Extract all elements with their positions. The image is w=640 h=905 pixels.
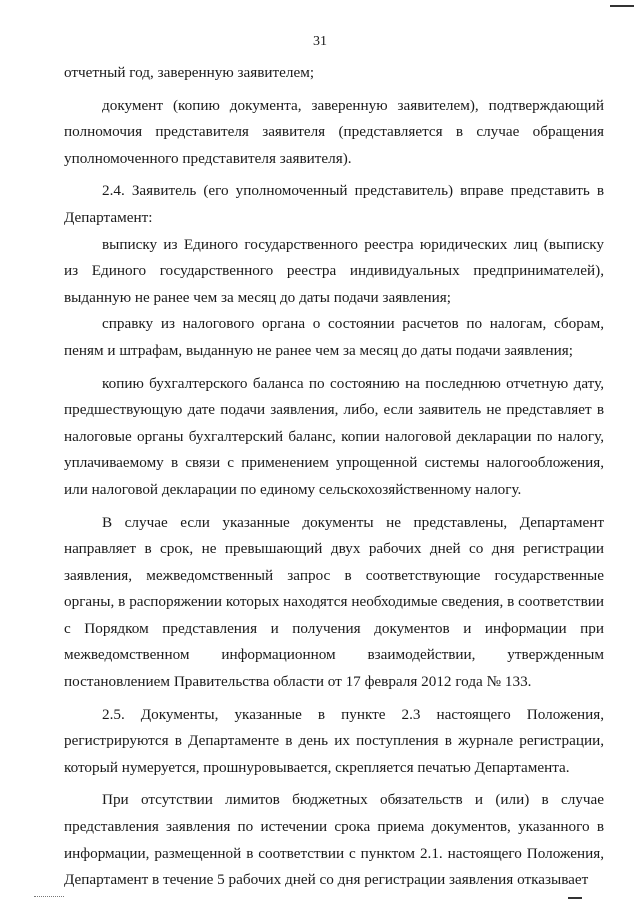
scan-edge-mark [34,894,64,897]
paragraph: При отсутствии лимитов бюджетных обязательств и (или) в случае представления заявления по истечении срока приема документов, указанного в информации, размещенной в соответствии с пунктом 2.1. настоящего Положения, Департамент в течение 5 рабочих дней со дня регистрации заявления отказывает [64,791,604,889]
scan-edge-mark [568,897,582,899]
scan-edge-mark [610,0,634,7]
paragraph: 2.4. Заявитель (его уполномоченный представитель) вправе представить в Департамент: [64,182,604,226]
page-number: 31 [313,34,327,49]
paragraph: отчетный год, заверенную заявителем; [64,64,315,81]
paragraph: В случае если указанные документы не представлены, Департамент направляет в срок, не превышающий двух рабочих дней со дня регистрации заявления, межведомственный запрос в соответствующие государственные органы, в распоряжении которых находятся необходимые сведения, в соответствии с Порядком представления и получения документов и информации при межведомственном информационном взаимодействии, утвержденным постановлением Правительства области от 17 февраля 2012 года № 133. [64,513,604,691]
paragraph: выписку из Единого государственного реестра юридических лиц (выписку из Единого государственного реестра индивидуальных предпринимателей), выданную не ранее чем за месяц до даты подачи заявления; [64,235,604,306]
paragraph: справку из налогового органа о состоянии расчетов по налогам, сборам, пеням и штрафам, выданную не ранее чем за месяц до даты подачи заявления; [64,315,604,359]
paragraph: документ (копию документа, заверенную заявителем), подтверждающий полномочия представителя заявителя (представляется в случае обращения уполномоченного представителя заявителя). [64,96,604,167]
paragraph: копию бухгалтерского баланса по состоянию на последнюю отчетную дату, предшествующую дате подачи заявления, либо, если заявитель не представляет в налоговые органы бухгалтерский баланс, копии налоговой декларации по налогу, уплачиваемому в связи с применением упрощенной системы налогообложения, или налоговой декларации по единому сельскохозяйственному налогу. [64,374,604,498]
paragraph: 2.5. Документы, указанные в пункте 2.3 настоящего Положения, регистрируются в Департаменте в день их поступления в журнале регистрации, который нумеруется, прошнуровывается, скрепляется печатью Департамента. [64,705,604,776]
body-text [64,60,604,894]
